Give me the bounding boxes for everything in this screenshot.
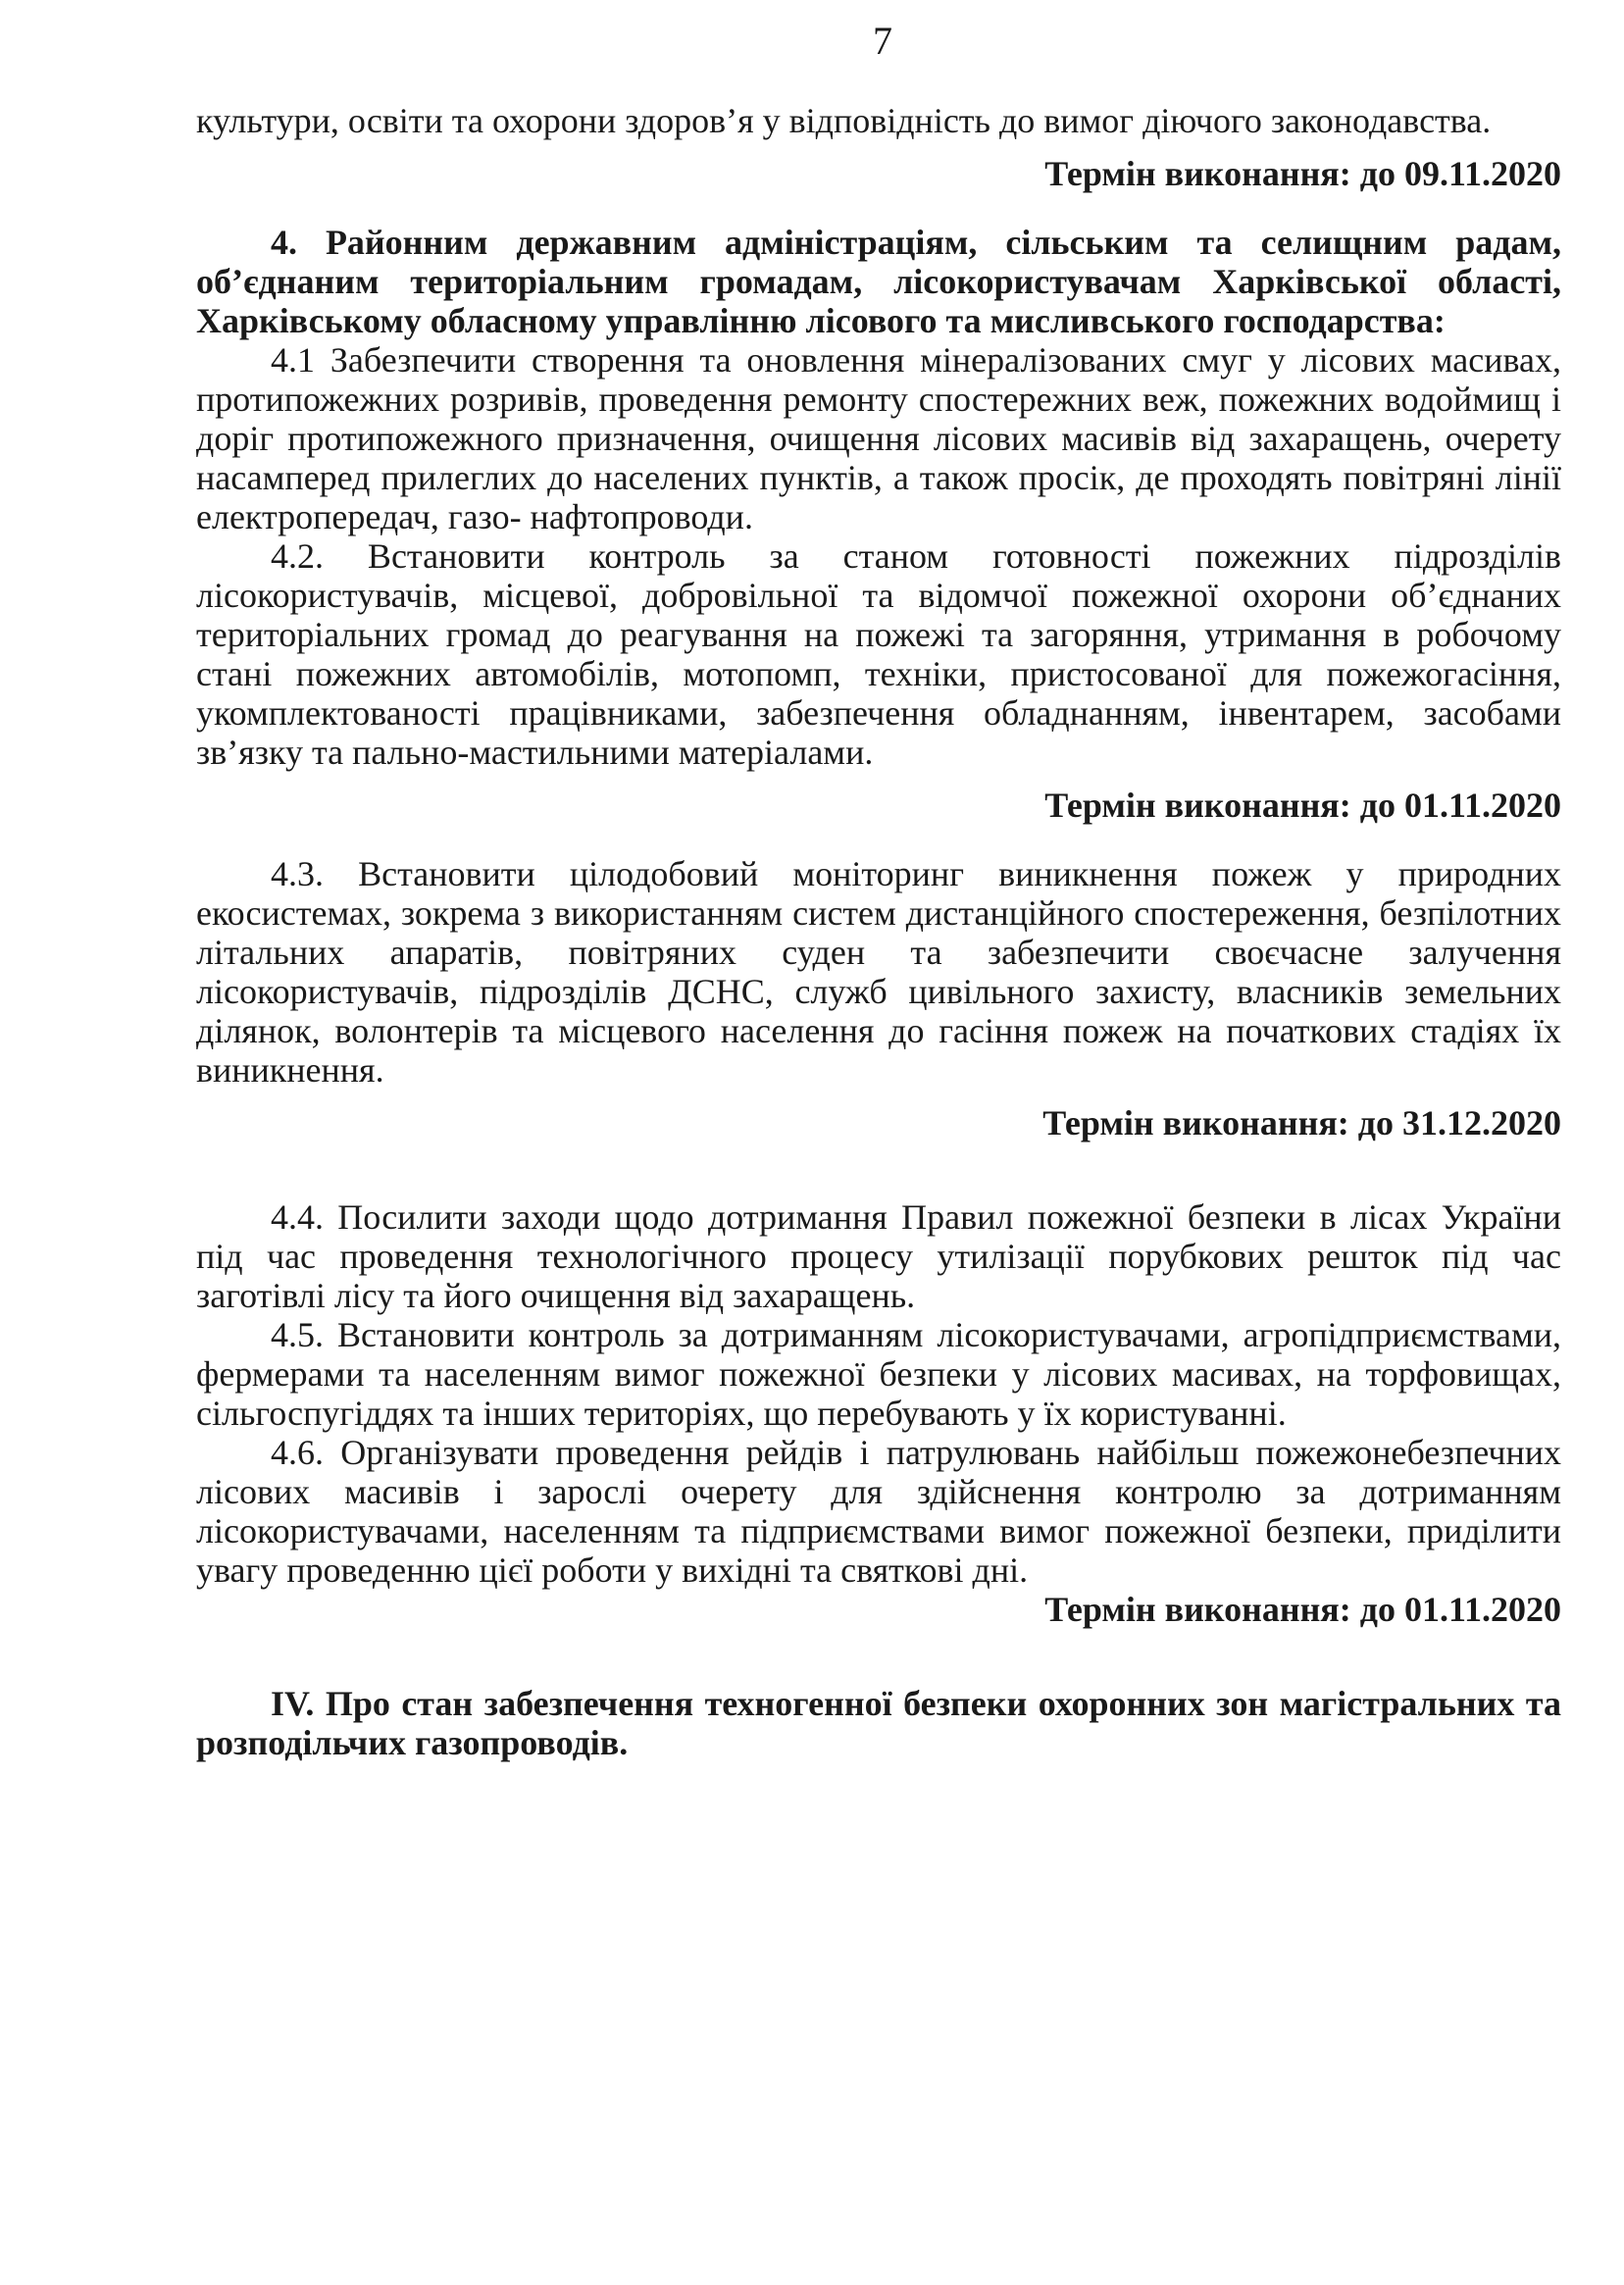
document-body	[196, 101, 1561, 1762]
section-iv-heading: IV. Про стан забезпечення техногенної безпеки охоронних зон магістральних та розподільчих газопроводів.	[196, 1684, 1561, 1762]
item-4-1: 4.1 Забезпечити створення та оновлення мінералізованих смуг у лісових масивах, протипожежних розривів, проведення ремонту спостережних веж, пожежних водоймищ і доріг протипожежного призначення, очищення лісових масивів від захаращень, очерету насамперед прилеглих до населених пунктів, а також просік, де проходять повітряні лінії електропередач, газо- нафтопроводи.	[196, 340, 1561, 536]
page-number: 7	[873, 19, 892, 63]
deadline-4-6: Термін виконання: до 01.11.2020	[1044, 1590, 1561, 1629]
item-4-3: 4.3. Встановити цілодобовий моніторинг виникнення пожеж у природних екосистемах, зокрема з використанням систем дистанційного спостереження, безпілотних літальних апаратів, повітряних суден та забезпечити своєчасне залучення лісокористувачів, підрозділів ДСНС, служб цивільного захисту, власників земельних ділянок, волонтерів та місцевого населення до гасіння пожеж на початкових стадіях їх виникнення.	[196, 854, 1561, 1090]
item-4-5: 4.5. Встановити контроль за дотриманням лісокористувачами, агропідприємствами, фермерами та населенням вимог пожежної безпеки у лісових масивах, на торфовищах, сільгоспугіддях та інших територіях, що перебувають у їх користуванні.	[196, 1315, 1561, 1433]
item-4-2: 4.2. Встановити контроль за станом готовності пожежних підрозділів лісокористувачів, місцевої, добровільної та відомчої пожежної охорони об’єднаних територіальних громад до реагування на пожежі та загоряння, утримання в робочому стані пожежних автомобілів, мотопомп, техніки, пристосованої для пожежогасіння, укомплектованості працівниками, забезпечення обладнанням, інвентарем, засобами зв’язку та пально-мастильними матеріалами.	[196, 536, 1561, 772]
item-4-6: 4.6. Організувати проведення рейдів і патрулювань найбільш пожежонебезпечних лісових масивів і зарослі очерету для здійснення контролю за дотриманням лісокористувачами, населенням та підприємствами вимог пожежної безпеки, приділити увагу проведенню цієї роботи у вихідні та святкові дні.	[196, 1433, 1561, 1590]
intro-paragraph: культури, освіти та охорони здоров’я у відповідність до вимог діючого законодавства.	[196, 101, 1492, 140]
deadline-4-3: Термін виконання: до 31.12.2020	[1042, 1103, 1561, 1142]
deadline-4-2: Термін виконання: до 01.11.2020	[1044, 786, 1561, 825]
section-4-heading: 4. Районним державним адміністраціям, сільським та селищним радам, об’єднаним територіальним громадам, лісокористувачам Харківської області, Харківському обласному управлінню лісового та мисливського господарства:	[196, 223, 1561, 340]
deadline-intro: Термін виконання: до 09.11.2020	[1044, 154, 1561, 193]
item-4-4: 4.4. Посилити заходи щодо дотримання Правил пожежної безпеки в лісах України під час проведення технологічного процесу утилізації порубкових решток під час заготівлі лісу та його очищення від захаращень.	[196, 1197, 1561, 1315]
